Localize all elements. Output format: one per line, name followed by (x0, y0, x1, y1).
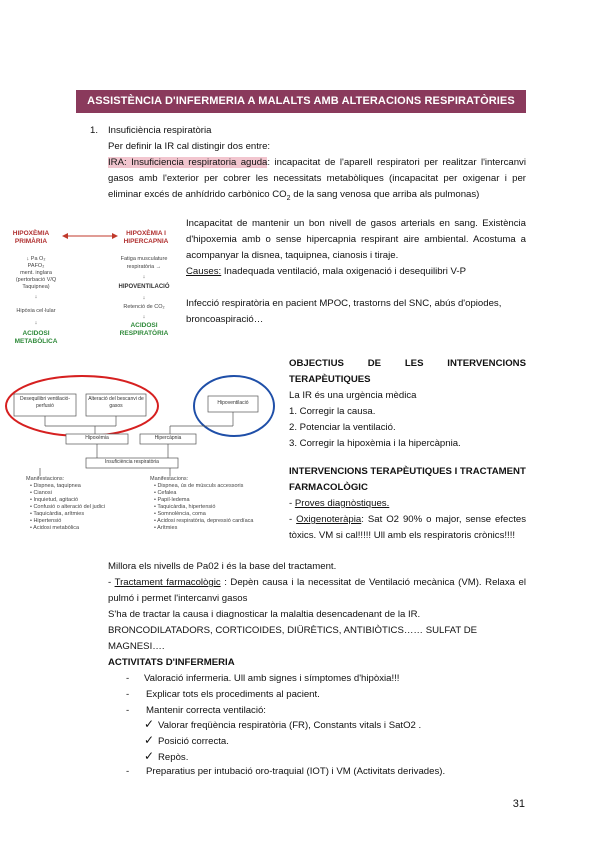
col1-item: • Cianosi (30, 490, 52, 496)
check-text: Posició correcta. (158, 736, 229, 747)
drugs-line: BRONCODILATADORS, CORTICOIDES, DIÜRÈTICS, ANTIBIÒTICS…… SULFAT DE MAGNESI…. (108, 625, 478, 652)
col2-item: • Cefalea (154, 490, 177, 496)
oxigenoterapia-line (289, 512, 526, 544)
box-desequilibri: Desequilibri ventilació-perfusió (19, 396, 71, 409)
ira-end: de la sang venosa que arriba als pulmonas) (290, 189, 480, 200)
pathophysiology-diagram (0, 370, 282, 550)
flow-left-line: ment. inglara (20, 270, 52, 276)
proves-label: Proves diagnòstiques. (294, 498, 390, 509)
objectiu-item: 2. Potenciar la ventilació. (289, 422, 396, 433)
ira-paragraph (108, 155, 526, 207)
causes-text: Inadequada ventilació, mala oxigenació i desequilibri V-P (221, 266, 466, 277)
col2-title: Manifestacions: (150, 476, 189, 482)
check-icon: ✓ (144, 733, 155, 747)
box-alteracio: Alteració del bescanvi de gasos (88, 396, 144, 409)
tract-text: : Depèn causa i la necessitat de Ventilació mecànica (VM). Relaxa el pulmó i permet l'intercanvi gasos (108, 577, 527, 604)
activitat-item: Valoració infermeria. Ull amb signes i símptomes d'hipòxia!!! (144, 673, 400, 684)
col2-item: • Papil·ledema (154, 497, 190, 503)
ira-sub: 2 (286, 194, 291, 202)
flow-right-line: Retenció de CO₂ (123, 304, 165, 310)
dash: - (126, 673, 130, 684)
proves-prefix: - (289, 498, 295, 509)
objectiu-item: 1. Corregir la causa. (289, 406, 376, 417)
section-title: Insuficiència respiratòria (108, 125, 212, 136)
flow-right-line: ↓ (142, 274, 146, 280)
flow-left-line: ↓ Pa O₂ (26, 256, 46, 262)
incapacitat-paragraph: Incapacitat de mantenir un bon nivell de gasos arterials en sang. Existència d'hipoxemia amb o sense hipercapnia respirant aire ambiental. Acostuma a acompanyar la disnea, taquipnea, cianosis i tiraje. (186, 218, 526, 261)
objectius-line: La IR és una urgència mèdica (289, 390, 417, 401)
intro-line: Per definir la IR cal distingir dos entre: (108, 141, 271, 152)
flow-left-line: Taquipnea) (22, 284, 50, 290)
flow-right-line: ↓ (142, 314, 146, 320)
double-arrow-icon (62, 230, 118, 242)
flow-right-line: Fatiga musculature (120, 256, 168, 262)
section-banner: ASSISTÈNCIA D'INFERMERIA A MALALTS AMB ALTERACIONS RESPIRATÒRIES BAIXES (76, 90, 526, 113)
col1-item: • Hipertensió (30, 518, 62, 524)
box-hipoxemia: Hipoxèmia (85, 435, 109, 441)
flow-left-line: Hipòxia cel·lular (16, 308, 56, 314)
col1-item: • Taquicàrdia, arítmies (30, 511, 85, 517)
proves-line (289, 496, 389, 512)
col1-title: Manifestacions: (26, 476, 65, 482)
col2-item: • Dispnea, ús de músculs accessoris (154, 483, 244, 489)
col1-item: • Confusió o alteració del judici (30, 504, 105, 510)
objectiu-item: 3. Corregir la hipoxèmia i la hipercàpnia. (289, 438, 461, 449)
activitat-item: Mantenir correcta ventilació: (146, 705, 266, 716)
col1-item: • Inquietud, agitació (30, 497, 79, 503)
col2-item: • Arítmies (154, 525, 178, 531)
check-text: Valorar freqüència respiratòria (FR), Constants vitals i SatO2 . (158, 720, 422, 731)
flow-left-bottom: ACIDOSI METABÒLICA (14, 330, 58, 345)
intervencions-title: INTERVENCIONS TERAPÈUTIQUES I TRACTAMENT FARMACOLÒGIC (289, 466, 526, 493)
flow-left-line: (pertorbació V/Q (15, 277, 57, 283)
flow-left-top: HIPOXÈMIA PRIMÀRIA (12, 230, 50, 245)
page-number: 31 (512, 798, 525, 810)
box-hipercapnia: Hipercàpnia (154, 435, 182, 441)
tractament-paragraph (108, 575, 526, 607)
flow-right-mid: HIPOVENTILACIÓ (118, 284, 170, 290)
flow-left-line: ↓ (34, 320, 38, 326)
dash: - (126, 689, 130, 700)
box-ir: Insuficiència respiratòria (105, 459, 159, 465)
causes-line (186, 264, 526, 280)
infeccio-paragraph: Infecció respiratòria en pacient MPOC, trastorns del SNC, abús d'opiodes, broncoaspiració… (186, 298, 502, 325)
activitat-item: Explicar tots els procediments al pacient. (146, 689, 320, 700)
flow-left-line: ↓ (34, 294, 38, 300)
section-number: 1. (90, 125, 99, 136)
causes-label: Causes: (186, 266, 222, 277)
ir-flow-diagram (0, 222, 182, 372)
col2-item: • Taquicàrdia, hipertensió (154, 504, 216, 510)
dash: - (126, 766, 130, 777)
objectius-title-line1: OBJECTIUS DE LES INTERVENCIONS (289, 358, 526, 369)
millora-line: Millora els nivells de Pa02 i és la base del tractament. (108, 561, 337, 572)
check-icon: ✓ (144, 717, 155, 731)
flow-right-top: HIPOXÈMIA I HIPERCAPNIA (123, 230, 169, 245)
objectius-title: TERAPÈUTIQUES (289, 374, 371, 385)
flow-right-line: respiratòria → (126, 264, 162, 270)
oxig-label: Oxigenoteràpia (296, 514, 362, 525)
col2-item: • Somnolència, coma (154, 511, 206, 517)
tract-label: Tractament farmacològic (114, 577, 221, 588)
ira-label: IRA: Insuficiencia respiratoria aguda (108, 157, 268, 168)
box-hipoventilacio: Hipoventilació (217, 400, 249, 406)
ira-text: : incapacitat de l'aparell respiratori per realitzar l'intercanvi gasos amb l'exterior per cobrer les necessitats metabòliques (incapacitat per oxigenar i per eliminar excés de anhídrido carbònico CO (108, 157, 526, 200)
causa-line: S'ha de tractar la causa i diagnosticar la malaltia desencadenant de la IR. (108, 609, 421, 620)
check-icon: ✓ (144, 749, 155, 763)
flow-left-line: PAFO₂ (27, 263, 45, 269)
activitats-title: ACTIVITATS D'INFERMERIA (108, 657, 235, 668)
oxig-prefix: - (289, 514, 297, 525)
tract-prefix: - (108, 577, 115, 588)
check-text: Repòs. (158, 752, 189, 763)
flow-right-bottom: ACIDOSI RESPIRATÒRIA (119, 322, 169, 337)
activitat-item: Preparatius per intubació oro-traquial (IOT) i VM (Activitats derivades). (146, 766, 446, 777)
col1-item: • Acidosi metabòlica (30, 525, 80, 531)
col1-item: • Dispnea, taquipnea (30, 483, 81, 489)
col2-item: • Acidosi respiratòria, depressió cardíaca (154, 518, 254, 524)
flow-right-line: ↓ (142, 295, 146, 301)
oxig-text: : Sat O2 90% o major, sense efectes tòxics. VM si cal!!!!! Ull amb els respiratoris crònics!!!! (289, 514, 526, 541)
dash: - (126, 705, 130, 716)
